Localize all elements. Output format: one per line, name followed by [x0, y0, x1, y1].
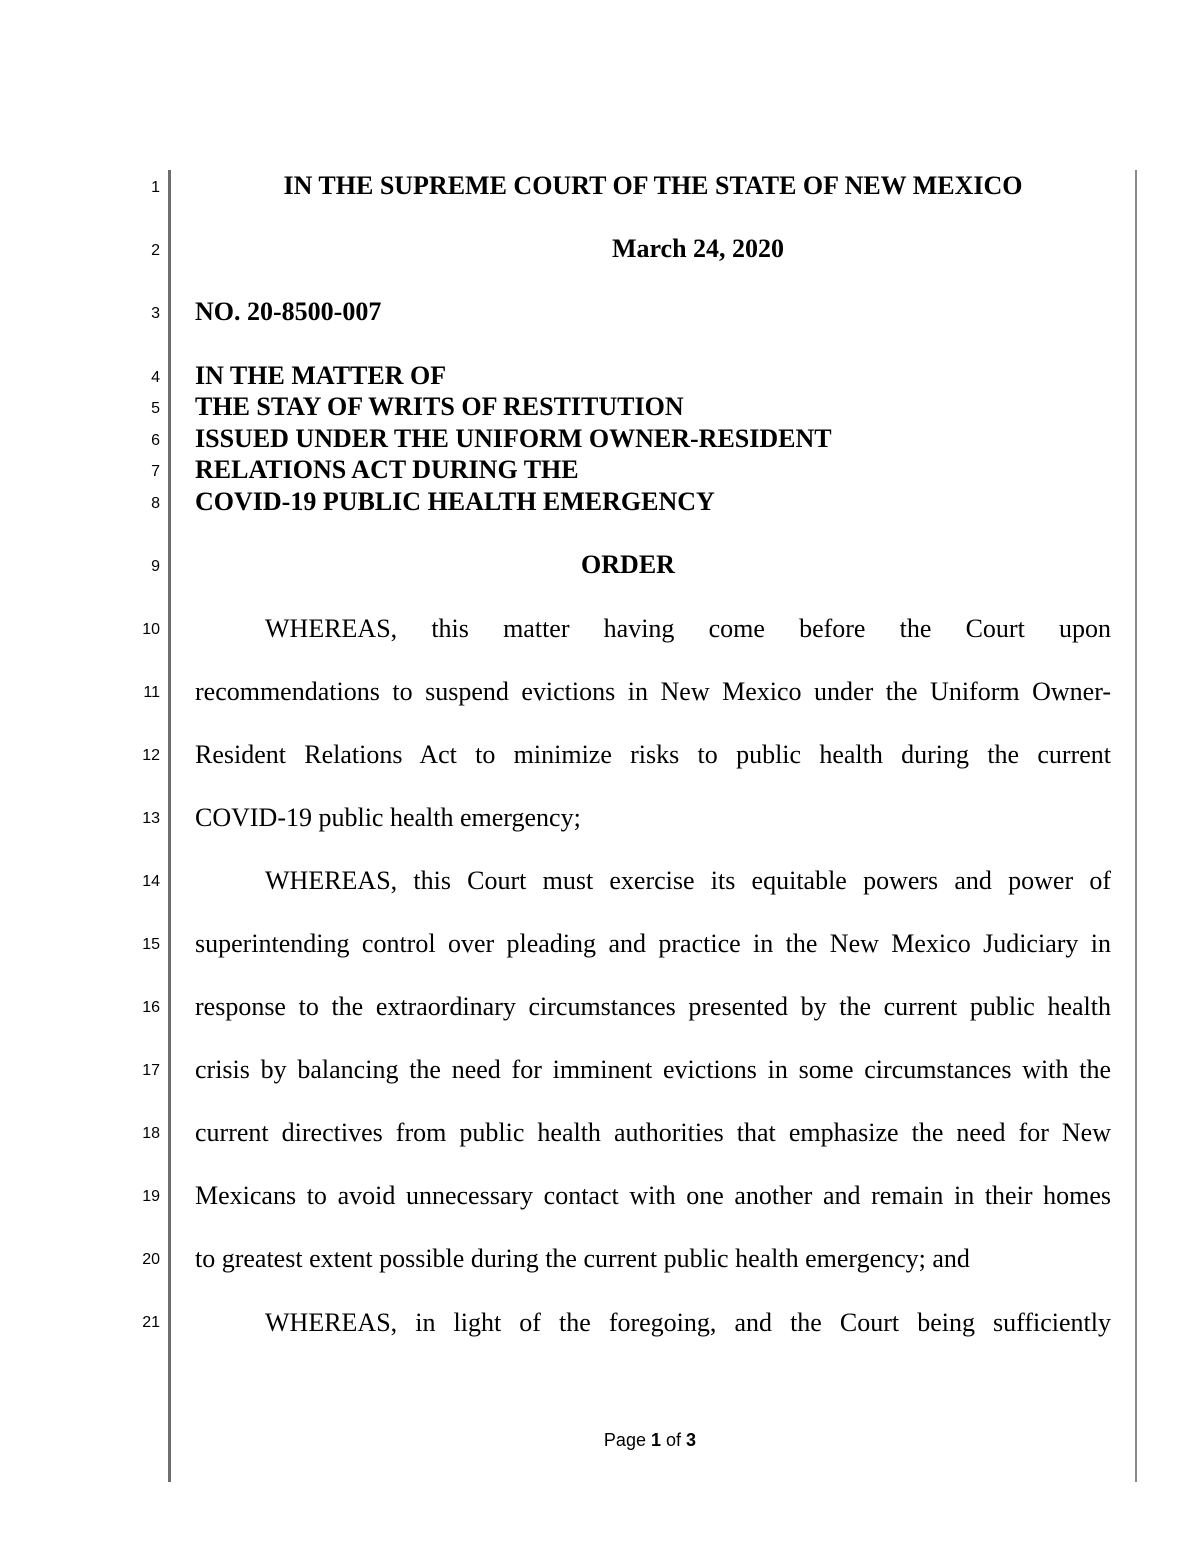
- body-line: superintending control over pleading and practice in the New Mexico Judiciary in: [195, 929, 1111, 958]
- line-number: 18: [142, 1125, 160, 1142]
- line-number: 6: [151, 432, 160, 449]
- line-number: 2: [151, 242, 160, 259]
- matter-line: ISSUED UNDER THE UNIFORM OWNER-RESIDENT: [195, 424, 832, 453]
- page-total: 3: [686, 1430, 697, 1450]
- body-line: WHEREAS, this Court must exercise its equitable powers and power of: [265, 866, 1111, 895]
- left-margin-rule: [168, 170, 171, 1482]
- line-number: 11: [143, 684, 160, 701]
- line-number: 9: [151, 558, 160, 575]
- line-number: 4: [151, 369, 160, 386]
- line-number: 1: [151, 179, 160, 196]
- matter-line: THE STAY OF WRITS OF RESTITUTION: [195, 392, 684, 421]
- body-line: recommendations to suspend evictions in New Mexico under the Uniform Owner-: [195, 677, 1111, 706]
- body-line: response to the extraordinary circumstances presented by the current public health: [195, 992, 1111, 1021]
- line-number: 19: [142, 1188, 160, 1205]
- body-line: to greatest extent possible during the current public health emergency; and: [195, 1244, 970, 1273]
- body-line: current directives from public health authorities that emphasize the need for New: [195, 1118, 1111, 1147]
- line-number: 12: [142, 747, 160, 764]
- matter-line: IN THE MATTER OF: [195, 361, 447, 390]
- line-number: 10: [142, 621, 160, 638]
- case-number: NO. 20-8500-007: [195, 297, 382, 326]
- body-line: Mexicans to avoid unnecessary contact with one another and remain in their homes: [195, 1181, 1111, 1210]
- body-line: WHEREAS, in light of the foregoing, and the Court being sufficiently: [265, 1308, 1111, 1337]
- line-number: 14: [142, 873, 160, 890]
- body-line: Resident Relations Act to minimize risks to public health during the current: [195, 740, 1111, 769]
- line-number: 7: [151, 463, 160, 480]
- line-number: 13: [142, 810, 160, 827]
- body-line: crisis by balancing the need for imminent evictions in some circumstances with the: [195, 1055, 1111, 1084]
- line-number: 17: [142, 1062, 160, 1079]
- order-date: March 24, 2020: [611, 234, 785, 263]
- line-number: 5: [151, 400, 160, 417]
- page-current: 1: [650, 1430, 661, 1450]
- page-label: Page: [603, 1430, 646, 1450]
- body-line: COVID-19 public health emergency;: [195, 803, 581, 832]
- matter-line: COVID-19 PUBLIC HEALTH EMERGENCY: [195, 487, 715, 516]
- line-number: 15: [142, 936, 160, 953]
- line-number: 21: [142, 1314, 160, 1331]
- line-number: 16: [142, 999, 160, 1016]
- matter-line: RELATIONS ACT DURING THE: [195, 455, 579, 484]
- right-margin-rule: [1135, 170, 1137, 1482]
- line-number: 3: [151, 305, 160, 322]
- order-title: ORDER: [581, 550, 675, 579]
- court-heading: IN THE SUPREME COURT OF THE STATE OF NEW MEXICO: [283, 171, 1023, 200]
- line-number: 8: [151, 495, 160, 512]
- line-number: 20: [142, 1251, 160, 1268]
- body-line: WHEREAS, this matter having come before the Court upon: [265, 614, 1111, 643]
- page-footer: [0, 1430, 1200, 1451]
- page-of: of: [666, 1430, 682, 1450]
